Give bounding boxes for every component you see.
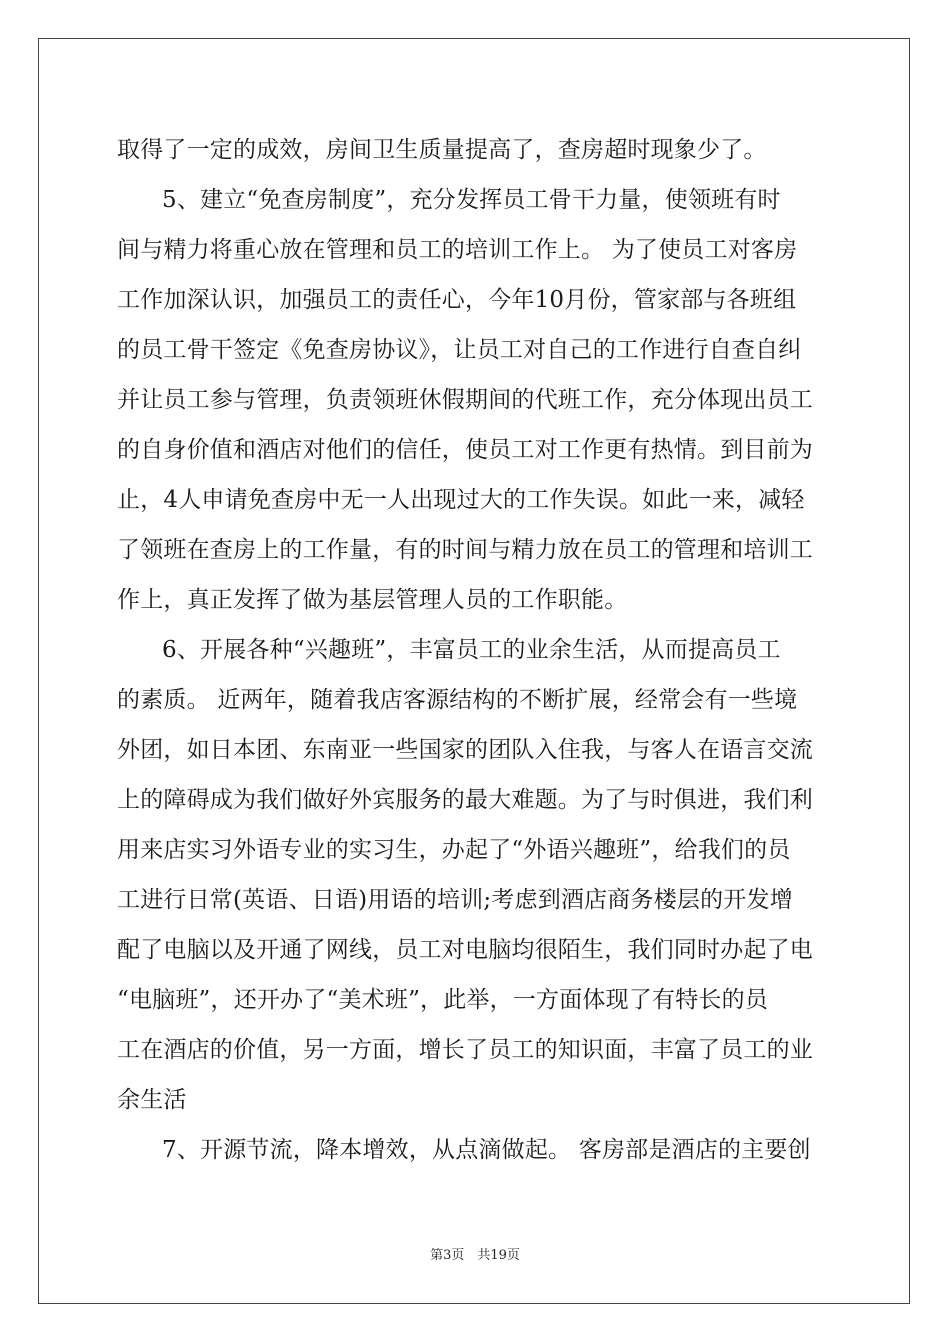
text-line: 工在酒店的价值，另一方面，增长了员工的知识面，丰富了员工的业 <box>117 1037 813 1063</box>
text-line: 止，4人申请免查房中无一人出现过大的工作失误。如此一来，减轻 <box>117 487 805 513</box>
text-line: 了领班在查房上的工作量，有的时间与精力放在员工的管理和培训工 <box>117 537 813 563</box>
text-line: 上的障碍成为我们做好外宾服务的最大难题。为了与时俱进，我们利 <box>117 787 813 813</box>
paragraph-6-start: 6、开展各种“兴趣班”，丰富员工的业余生活，从而提高员工 <box>162 637 781 663</box>
text-line: 外团，如日本团、东南亚一些国家的团队入住我，与客人在语言交流 <box>117 737 813 763</box>
text-line: 的员工骨干签定《免查房协议》，让员工对自己的工作进行自查自纠 <box>117 337 802 363</box>
text-line: “电脑班”，还开办了“美术班”，此举，一方面体现了有特长的员 <box>117 987 769 1013</box>
text-line: 工进行日常(英语、日语)用语的培训;考虑到酒店商务楼层的开发增 <box>117 887 793 913</box>
paragraph-7-start: 7、开源节流，降本增效，从点滴做起。 客房部是酒店的主要创 <box>162 1137 811 1163</box>
text-line: 用来店实习外语专业的实习生，办起了“外语兴趣班”，给我们的员 <box>117 837 791 863</box>
text-line: 配了电脑以及开通了网线，员工对电脑均很陌生，我们同时办起了电 <box>117 937 813 963</box>
text-line: 取得了一定的成效，房间卫生质量提高了，查房超时现象少了。 <box>117 137 767 163</box>
text-line: 作上，真正发挥了做为基层管理人员的工作职能。 <box>117 587 628 613</box>
text-line: 并让员工参与管理，负责领班休假期间的代班工作，充分体现出员工 <box>117 387 813 413</box>
text-line: 间与精力将重心放在管理和员工的培训工作上。 为了使员工对客房 <box>117 237 798 263</box>
paragraph-5-start: 5、建立“免查房制度”，充分发挥员工骨干力量，使领班有时 <box>162 187 781 213</box>
page-number-footer: 第3页 共19页 <box>430 1248 520 1263</box>
text-line: 的素质。 近两年，随着我店客源结构的不断扩展，经常会有一些境 <box>117 687 798 713</box>
text-line: 余生活 <box>117 1087 187 1113</box>
text-line: 的自身价值和酒店对他们的信任，使员工对工作更有热情。到目前为 <box>117 437 813 463</box>
text-line: 工作加深认识，加强员工的责任心，今年10月份，管家部与各班组 <box>117 287 797 313</box>
